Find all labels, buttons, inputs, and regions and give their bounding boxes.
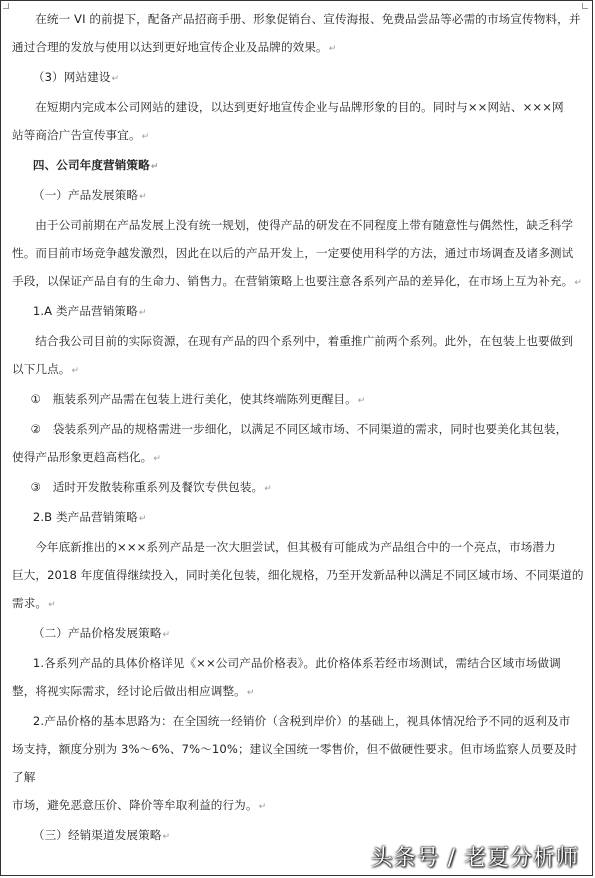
- text-line: 市场，避免恶意压价、降价等牟取利益的行为。↵: [12, 798, 267, 812]
- paragraph-mark-icon: ↵: [48, 600, 56, 610]
- text-line: 需求。↵: [12, 596, 56, 610]
- paragraph-mark-icon: ↵: [258, 802, 267, 812]
- text-line: 2.产品价格的基本思路为：在全国统一经销价（含税到岸价）的基础上，视具体情况给予不同的返利及市: [32, 714, 571, 728]
- document-body: [12, 5, 584, 851]
- paragraph-mark-icon: ↵: [162, 832, 171, 842]
- text-line: 在统一 VI 的前提下，配备产品招商手册、形象促销台、宣传海报、免费品尝品等必需的市场宣传物料，并: [35, 12, 581, 26]
- text-line: 站等商洽广告宣传事宜。↵: [12, 128, 150, 142]
- paragraph-mark-icon: ↵: [246, 688, 255, 698]
- text-line: 以下几点。↵: [12, 362, 80, 376]
- text-line: （一）产品发展策略↵: [32, 188, 147, 202]
- corner-mark-top-left: [3, 3, 9, 9]
- text-line: 结合我公司目前的实际资源，在现有产品的四个系列中，着重推广前两个系列。此外，在包装上也要做到: [35, 334, 574, 348]
- paragraph-mark-icon: ↵: [264, 484, 272, 494]
- text-line: 性。而目前市场竞争越发激烈，因此在以后的产品开发上，一定要使用科学的方法，通过市场调查及诸多测试: [12, 246, 574, 260]
- text-line: 2.B 类产品营销策略↵: [32, 510, 147, 524]
- text-line: 场支持，额度分别为 3%～6%、7%～10%；建议全国统一零售价，但不做硬性要求。但市场监察人员要及时了解: [12, 742, 578, 784]
- paragraph-mark-icon: ↵: [328, 44, 337, 54]
- text-line: 今年底新推出的×××系列产品是一次大胆尝试，但其极有可能成为产品组合中的一个亮点，市场潜力: [35, 540, 556, 554]
- text-line: 使得产品形象更趋高档化。↵: [12, 450, 161, 464]
- text-line: （三）经销渠道发展策略↵: [32, 828, 171, 842]
- text-line: 由于公司前期在产品发展上没有统一规划，使得产品的研发在不同程度上带有随意性与偶然性，缺乏科学: [35, 218, 574, 232]
- text-line: 在短期内完成本公司网站的建设，以达到更好地宣传企业与品牌形象的目的。同时与××网站、×××网: [35, 100, 564, 114]
- paragraph-mark-icon: ↵: [138, 514, 147, 524]
- paragraph-mark-icon: ↵: [150, 162, 159, 172]
- paragraph-mark-icon: ↵: [138, 308, 147, 318]
- text-line: 手段，以保证产品自有的生命力、销售力。在营销策略上也要注意各系列产品的差异化，在市场上互为补充。↵: [12, 274, 582, 288]
- text-line: 巨大，2018 年度值得继续投入，同时美化包装，细化规格，乃至开发新品种以满足不同区域市场、不同渠道的: [12, 568, 584, 582]
- text-line: ③ 适时开发散装称重系列及餐饮专供包装。↵: [30, 480, 272, 494]
- text-line: 四、公司年度营销策略↵: [32, 158, 159, 172]
- text-line: （二）产品价格发展策略↵: [32, 626, 171, 640]
- text-line: （3）网站建设↵: [32, 70, 120, 84]
- text-line: ① 瓶装系列产品需在包装上进行美化，使其终端陈列更醒目。↵: [30, 392, 366, 406]
- paragraph-mark-icon: ↵: [574, 278, 582, 288]
- paragraph-mark-icon: ↵: [162, 630, 171, 640]
- paragraph-mark-icon: ↵: [357, 396, 366, 406]
- paragraph-mark-icon: ↵: [153, 454, 161, 464]
- watermark: 头条号 / 老夏分析师: [370, 846, 579, 871]
- text-line: 通过合理的发放与使用以达到更好地宣传企业及品牌的效果。↵: [12, 40, 337, 54]
- text-line: 1.各系列产品的具体价格详见《××公司产品价格表》。此价格体系若经市场测试，需结合区域市场做调: [32, 656, 561, 670]
- paragraph-mark-icon: ↵: [111, 74, 120, 84]
- paragraph-mark-icon: ↵: [139, 192, 147, 202]
- text-line: 整，将视实际需求，经讨论后做出相应调整。↵: [12, 684, 255, 698]
- text-line: 1.A 类产品营销策略↵: [32, 304, 147, 318]
- text-line: ② 袋装系列产品的规格需进一步细化，以满足不同区域市场、不同渠道的需求，同时也要美化其包装，: [30, 422, 568, 436]
- paragraph-mark-icon: ↵: [141, 132, 150, 142]
- paragraph-mark-icon: ↵: [71, 366, 80, 376]
